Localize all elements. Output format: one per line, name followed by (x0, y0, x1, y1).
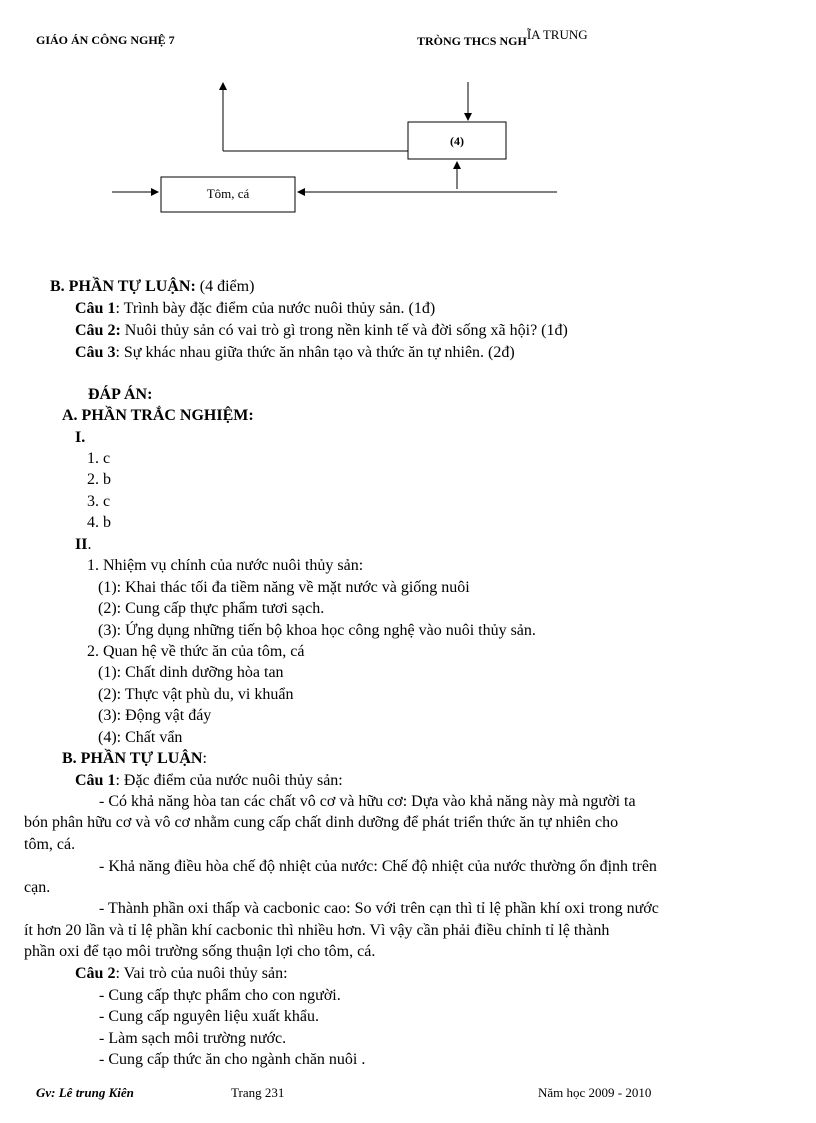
c2-text: : Vai trò của nuôi thủy sản: (115, 965, 288, 982)
question-label: Câu 2: (75, 322, 121, 339)
essay-question-1 (75, 298, 435, 319)
question-text: : Sự khác nhau giữa thức ăn nhân tạo và thức ăn tự nhiên. (2đ) (115, 344, 515, 361)
c2-heading (75, 963, 288, 984)
answer-section-b (62, 748, 207, 769)
question-text: : Trình bày đặc điểm của nước nuôi thủy sản. (1đ) (115, 300, 436, 317)
c2-item: - Cung cấp nguyên liệu xuất khẩu. (99, 1008, 319, 1025)
part-2-dot: . (87, 536, 92, 553)
c1-paragraph-line: cạn. (24, 879, 51, 896)
mc-answer: 1. c (87, 450, 111, 467)
answer-part-2 (75, 534, 91, 555)
question-text: Nuôi thủy sản có vai trò gì trong nền kinh tế và đời sống xã hội? (1đ) (120, 322, 568, 339)
question-label: Câu 3 (75, 344, 116, 361)
c1-label: Câu 1 (75, 772, 116, 789)
c1-paragraph-line: - Có khả năng hòa tan các chất vô cơ và hữu cơ: Dựa vào khả năng này mà người ta (99, 793, 636, 810)
c1-paragraph-line: ít hơn 20 lần và tỉ lệ phần khí cacbonic thì nhiều hơn. Vì vậy cần phải điều chỉnh tỉ lệ thành (24, 922, 610, 939)
q1-item: (1): Khai thác tối đa tiềm năng về mặt nước và giống nuôi (98, 579, 470, 596)
c2-item: - Cung cấp thực phẩm cho con người. (99, 987, 341, 1004)
section-b-title: B. PHẦN TỰ LUẬN (62, 750, 203, 767)
footer-page: Trang 231 (231, 1085, 285, 1100)
essay-question-3 (75, 342, 515, 363)
section-b-colon: : (202, 750, 207, 767)
food-chain-diagram (0, 0, 816, 240)
essay-question-2 (75, 320, 568, 341)
c1-paragraph-line: tôm, cá. (24, 836, 76, 853)
c1-paragraph-line: - Khả năng điều hòa chế độ nhiệt của nước: Chế độ nhiệt của nước thường ổn định trên (99, 858, 657, 875)
answer-section-a: A. PHẦN TRẮC NGHIỆM: (62, 407, 254, 424)
q1-item: (3): Ứng dụng những tiến bộ khoa học công nghệ vào nuôi thủy sản. (98, 622, 536, 639)
box-shrimp-fish-label: Tôm, cá (206, 186, 250, 201)
c1-paragraph-line: bón phân hữu cơ và vô cơ nhằm cung cấp chất dinh dưỡng để phát triển thức ăn tự nhiên cho (24, 814, 619, 831)
q2-item: (2): Thực vật phù du, vi khuẩn (98, 686, 294, 703)
c1-heading (75, 770, 343, 791)
mc-answer: 4. b (87, 514, 111, 531)
mc-answer: 3. c (87, 493, 111, 510)
footer-year: Năm học 2009 - 2010 (538, 1085, 652, 1100)
mc-answer: 2. b (87, 471, 111, 488)
footer-author: Gv: Lê trung Kiên (36, 1085, 134, 1100)
c2-item: - Cung cấp thức ăn cho ngành chăn nuôi . (99, 1051, 366, 1068)
essay-heading-title: B. PHẦN TỰ LUẬN: (50, 278, 196, 295)
q1-title: 1. Nhiệm vụ chính của nước nuôi thủy sản: (87, 557, 364, 574)
essay-heading (50, 276, 254, 297)
c2-item: - Làm sạch môi trường nước. (99, 1030, 287, 1047)
answer-title: ĐÁP ÁN: (88, 386, 153, 403)
q2-item: (4): Chất vẩn (98, 729, 183, 746)
c1-paragraph-line: - Thành phần oxi thấp và cacbonic cao: So với trên cạn thì tỉ lệ phần khí oxi trong nước (99, 900, 659, 917)
header-school: TRÒNG THCS NGH (417, 34, 527, 48)
q2-title: 2. Quan hệ về thức ăn của tôm, cá (87, 643, 305, 660)
header-school-suffix: ĨA TRUNG (526, 27, 588, 42)
answer-part-1: I. (75, 429, 86, 446)
q2-item: (3): Động vật đáy (98, 707, 212, 724)
part-2-label: II (75, 536, 88, 553)
header-left: GIÁO ÁN CÔNG NGHỆ 7 (36, 33, 175, 47)
question-label: Câu 1 (75, 300, 116, 317)
essay-heading-points: (4 điểm) (195, 278, 255, 295)
q2-item: (1): Chất dinh dưỡng hòa tan (98, 664, 284, 681)
box-4-label: (4) (450, 134, 464, 148)
q1-item: (2): Cung cấp thực phẩm tươi sạch. (98, 600, 325, 617)
c1-paragraph-line: phần oxi để tạo môi trường sống thuận lợi cho tôm, cá. (24, 943, 376, 960)
c1-text: : Đặc điểm của nước nuôi thủy sản: (115, 772, 343, 789)
c2-label: Câu 2 (75, 965, 116, 982)
